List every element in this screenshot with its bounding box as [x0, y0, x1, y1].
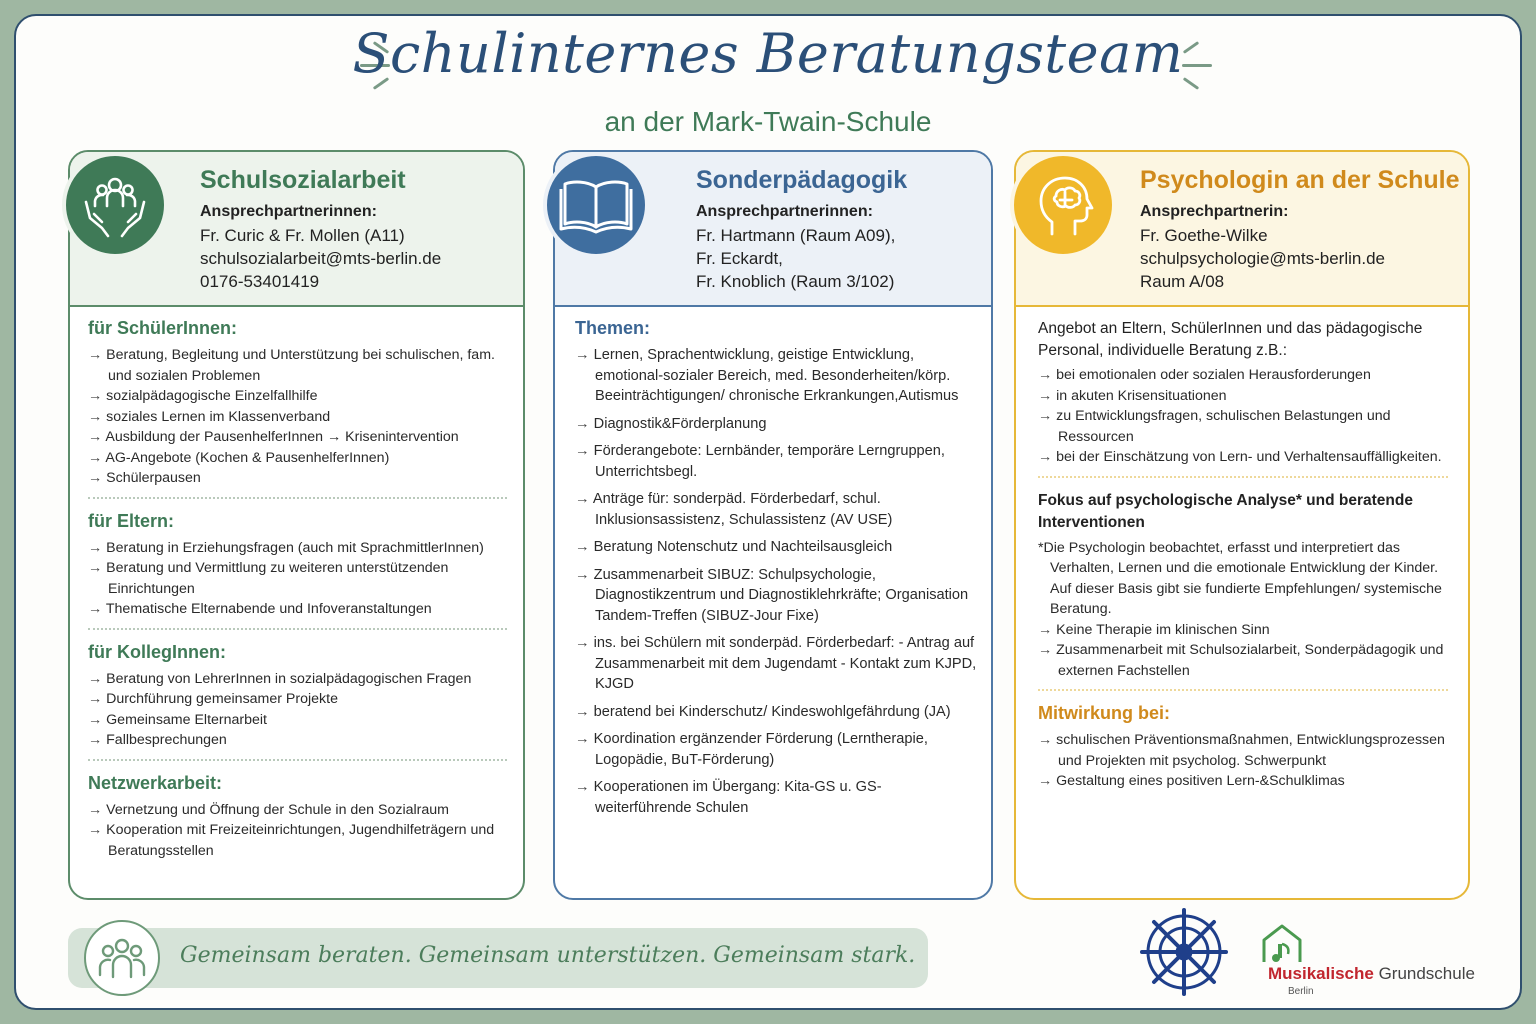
contact-email: schulpsychologie@mts-berlin.de [1140, 249, 1385, 268]
house-icon [1260, 922, 1304, 964]
section-title: für Eltern: [88, 510, 175, 531]
mark-twain-schule-logo [1138, 906, 1230, 998]
contact-phone: 0176-53401419 [200, 272, 320, 291]
list-item: → Beratung von LehrerInnen in sozialpädagogischen Fragen [88, 669, 507, 690]
list-item: → Beratung in Erziehungsfragen (auch mit SprachmittlerInnen) [88, 538, 507, 559]
list-item: → Beratung Notenschutz und Nachteilsausgleich [575, 537, 977, 558]
list-item: → Durchführung gemeinsamer Projekte [88, 689, 507, 710]
list-item: → Thematische Elternabende und Infoveranstaltungen [88, 599, 507, 620]
list-item: → Zusammenarbeit mit Schulsozialarbeit, Sonderpädagogik und externen Fachstellen [1038, 640, 1448, 681]
logo-name-bold: Musikalische [1268, 964, 1374, 983]
list-item: → beratend bei Kinderschutz/ Kindeswohlgefährdung (JA) [575, 702, 977, 723]
page-title: Schulinternes Beratungsteam [352, 22, 1184, 85]
divider [88, 759, 507, 761]
musikalische-grundschule-logo [1254, 922, 1494, 1002]
footer-slogan: Gemeinsam beraten. Gemeinsam unterstützen. Gemeinsam stark. [180, 943, 916, 968]
list-item: → Beratung und Vermittlung zu weiteren unterstützenden Einrichtungen [88, 558, 507, 599]
list-item: → Anträge für: sonderpäd. Förderbedarf, schul. Inklusionsassistenz, Schulassistenz (AV USE) [575, 489, 977, 530]
people-hands-icon [62, 152, 168, 258]
page-subtitle: an der Mark-Twain-Schule [604, 106, 932, 137]
list-item: → schulischen Präventionsmaßnahmen, Entwicklungsprozessen und Projekten mit psycholog. Schwerpunkt [1038, 730, 1448, 771]
list-item: → AG-Angebote (Kochen & PausenhelferInnen) [88, 448, 507, 469]
focus-note: *Die Psychologin beobachtet, erfasst und interpretiert das Verhalten, Lernen und die emotionale Entwicklung der Kinder. Auf dieser Basis gibt sie fundierte Empfehlungen/ systemische Beratung. [1038, 539, 1442, 617]
divider [88, 497, 507, 499]
column-title: Sonderpädagogik [696, 166, 908, 194]
contact-email: schulsozialarbeit@mts-berlin.de [200, 249, 442, 268]
section-title: Netzwerkarbeit: [88, 772, 223, 793]
column-schulsozialarbeit [68, 150, 525, 900]
contact-name: Fr. Goethe-Wilke [1140, 226, 1268, 245]
focus-title: Fokus auf psychologische Analyse* und beratende Interventionen [1038, 491, 1413, 531]
list-item: → Koordination ergänzender Förderung (Lerntherapie, Logopädie, BuT-Förderung) [575, 729, 977, 770]
list-item: → Diagnostik&Förderplanung [575, 414, 977, 435]
footer-banner [68, 928, 928, 988]
list-item: → Kooperationen im Übergang: Kita-GS u. GS-weiterführende Schulen [575, 777, 977, 818]
section-title: Mitwirkung bei: [1038, 703, 1170, 723]
list-item: → Vernetzung und Öffnung der Schule in den Sozialraum [88, 800, 507, 821]
group-icon [84, 920, 160, 996]
section-title: für KollegInnen: [88, 641, 226, 662]
contact-label: Ansprechpartnerinnen: [696, 203, 873, 220]
list-item: → Förderangebote: Lernbänder, temporäre Lerngruppen, Unterrichtsbegl. [575, 441, 977, 482]
contact-line: Fr. Knoblich (Raum 3/102) [696, 272, 895, 291]
list-item: → Lernen, Sprachentwicklung, geistige Entwicklung, emotional-sozialer Bereich, med. Besonderheiten/körp. Beeinträchtigungen/ chronische Erkrankungen,Autismus [575, 345, 977, 407]
logo-name-rest: Grundschule [1378, 964, 1475, 983]
list-item: → Kooperation mit Freizeiteinrichtungen, Jugendhilfeträgern und Beratungsstellen [88, 820, 507, 861]
contact-name: Fr. Curic & Fr. Mollen (A11) [200, 226, 405, 245]
list-item: → zu Entwicklungsfragen, schulischen Belastungen und Ressourcen [1038, 406, 1448, 447]
head-brain-icon [1010, 152, 1116, 258]
section-title: Themen: [575, 318, 651, 338]
contact-room: Raum A/08 [1140, 272, 1225, 291]
list-item: → Gestaltung eines positiven Lern-&Schulklimas [1038, 771, 1448, 792]
divider [1038, 689, 1448, 691]
list-item: → ins. bei Schülern mit sonderpäd. Förderbedarf: - Antrag auf Zusammenarbeit mit dem Jugendamt - Kontakt zum KJPD, KJGD [575, 633, 977, 695]
intro-text: Angebot an Eltern, SchülerInnen und das pädagogische Personal, individuelle Beratung z.B.: [1038, 320, 1423, 359]
divider [88, 628, 507, 630]
list-item: → Keine Therapie im klinischen Sinn [1038, 620, 1448, 641]
column-title: Psychologin an der Schule [1140, 166, 1460, 194]
list-item: → Zusammenarbeit SIBUZ: Schulpsychologie, Diagnostikzentrum und Diagnostiklehrkräfte; Organisation Tandem-Treffen (SIBUZ-Jour Fixe) [575, 565, 977, 627]
contact-label: Ansprechpartnerin: [1140, 203, 1289, 220]
list-item: → sozialpädagogische Einzelfallhilfe [88, 386, 507, 407]
logo-city: Berlin [1288, 986, 1314, 997]
column-psychologin [1014, 150, 1470, 900]
column-title: Schulsozialarbeit [200, 166, 406, 194]
list-item: → bei emotionalen oder sozialen Herausforderungen [1038, 365, 1448, 386]
column-sonderpaedagogik [553, 150, 993, 900]
open-book-icon [543, 152, 649, 258]
contact-label: Ansprechpartnerinnen: [200, 203, 377, 220]
contact-line: Fr. Eckardt, [696, 249, 783, 268]
list-item: → Fallbesprechungen [88, 730, 507, 751]
divider [1038, 476, 1448, 478]
list-item: → in akuten Krisensituationen [1038, 386, 1448, 407]
list-item: → Gemeinsame Elternarbeit [88, 710, 507, 731]
list-item: → bei der Einschätzung von Lern- und Verhaltensauffälligkeiten. [1038, 447, 1448, 468]
list-item: → Beratung, Begleitung und Unterstützung bei schulischen, fam. und sozialen Problemen [88, 345, 507, 386]
contact-line: Fr. Hartmann (Raum A09), [696, 226, 896, 245]
list-item: → Schülerpausen [88, 468, 507, 489]
list-item: → soziales Lernen im Klassenverband [88, 407, 507, 428]
list-item: → Ausbildung der PausenhelferInnen → Krisenintervention [88, 427, 507, 448]
section-title: für SchülerInnen: [88, 318, 238, 338]
